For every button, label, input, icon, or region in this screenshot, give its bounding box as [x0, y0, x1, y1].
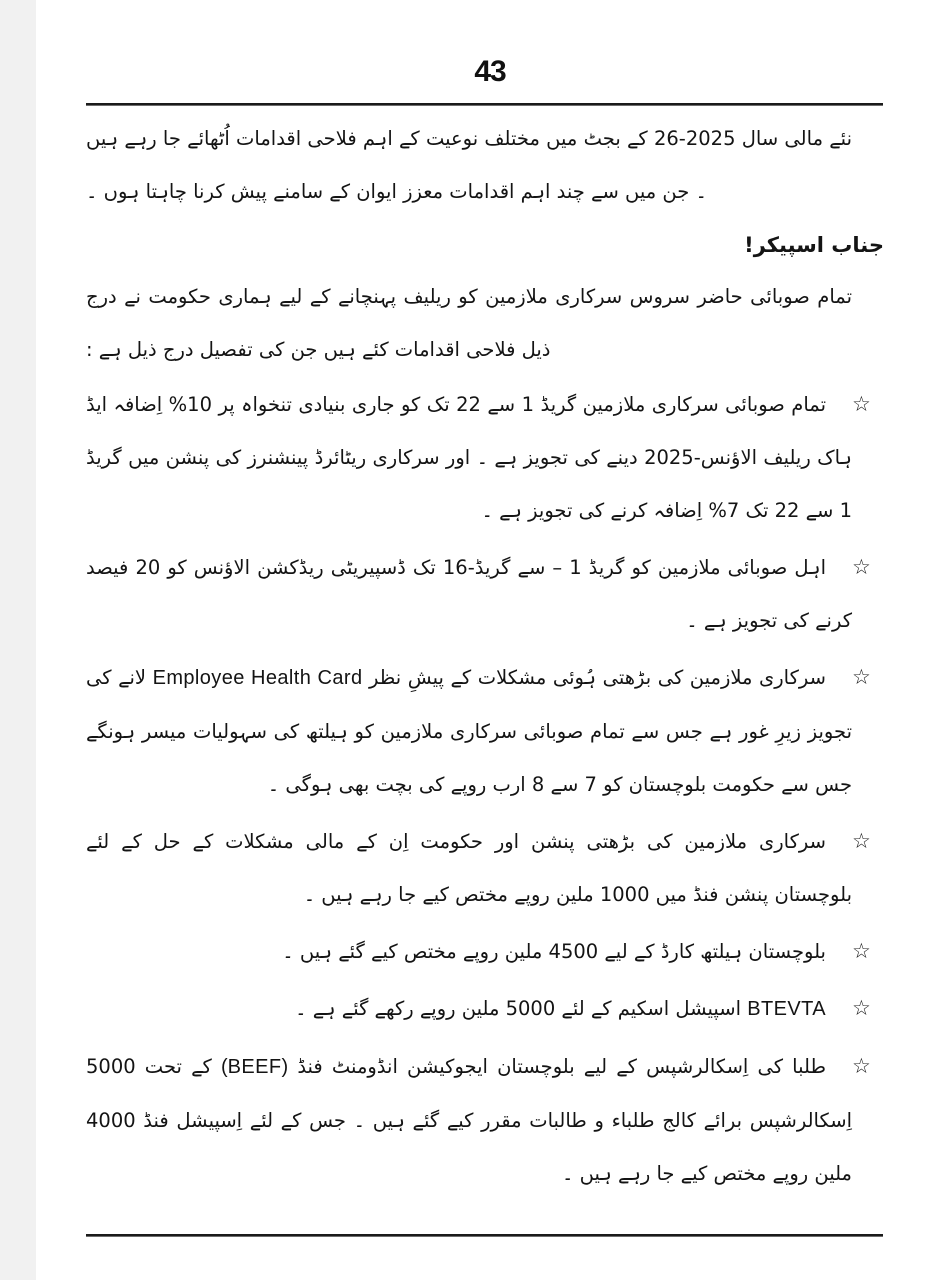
star-outline-icon: ☆	[852, 939, 871, 963]
intro-paragraph-2: تمام صوبائی حاضر سروس سرکاری ملازمین کو ریلیف پہنچانے کے لیے ہماری حکومت نے درج ذیل فلاحی اقدامات کئے ہیں جن کی تفصیل درج ذیل ہے :	[86, 285, 852, 361]
list-item-text-after: لانے کی تجویز زیرِ غور ہے جس سے تمام صوبائی سرکاری ملازمین کو ہیلتھ کی سہولیات میسر ہونگے جس سے حکومت بلوچستان کو 7 سے 8 ارب روپے کی بچت بھی ہوگی ۔	[86, 666, 852, 796]
star-outline-icon: ☆	[852, 665, 871, 689]
star-outline-icon: ☆	[852, 829, 871, 853]
list-item-text: سرکاری ملازمین کی بڑھتی پنشن اور حکومت اِن کے مالی مشکلات کے حل کے لئے بلوچستان پنشن فنڈ میں 1000 ملین روپے مختص کیے جا رہے ہیں ۔	[86, 830, 852, 906]
employee-health-card-term: Employee Health Card	[152, 667, 363, 689]
list-item-text	[86, 651, 852, 811]
page-body	[86, 112, 886, 1204]
list-item	[86, 378, 886, 537]
list-item	[86, 815, 886, 921]
star-outline-icon: ☆	[852, 1054, 871, 1078]
list-item-text: بلوچستان ہیلتھ کارڈ کے لیے 4500 ملین روپے مختص کیے گئے ہیں ۔	[282, 940, 826, 963]
list-item-text	[86, 982, 852, 1036]
intro-paragraph-1: نئے مالی سال 2025-26 کے بجٹ میں مختلف نوعیت کے اہم فلاحی اقدامات اُٹھائے جا رہے ہیں ۔ جن میں سے چند اہم اقدامات معزز ایوان کے سامنے پیش کرنا چاہتا ہوں ۔	[86, 127, 852, 203]
footer-divider-rule	[86, 1234, 883, 1237]
list-item-text-after: اسپیشل اسکیم کے لئے 5000 ملین روپے رکھے گئے ہے ۔	[295, 997, 742, 1020]
list-item-text-before: سرکاری ملازمین کی بڑھتی ہُوئی مشکلات کے پیشِ نظر	[369, 666, 826, 689]
page-number: 43	[474, 55, 506, 88]
list-item-text: اہل صوبائی ملازمین کو گریڈ 1 – سے گریڈ-16 تک ڈسپیریٹی ریڈکشن الاؤنس کو 20 فیصد کرنے کی تجویز ہے ۔	[86, 556, 852, 632]
list-item	[86, 982, 886, 1036]
list-item	[86, 541, 886, 647]
list-item-text-before: طلبا کی اِسکالرشپس کے لیے بلوچستان ایجوکیشن انڈومنٹ فنڈ	[297, 1055, 826, 1078]
list-item-text-after: کے تحت 5000 اِسکالرشپس برائے کالج طلباء و طالبات مقرر کیے گئے ہیں ۔ جس کے لئے اِسپیشل فنڈ 4000 ملین روپے مختص کیے جا رہے ہیں ۔	[86, 1055, 852, 1185]
speaker-salutation: جناب اسپیکر!	[744, 233, 884, 257]
list-item-text: تمام صوبائی سرکاری ملازمین گریڈ 1 سے 22 تک کو جاری بنیادی تنخواہ پر 10% اِضافہ ایڈ ہاک ریلیف الاؤنس-2025 دینے کی تجویز ہے ۔ اور سرکاری ریٹائرڈ پینشنرز کی پنشن میں گریڈ 1 سے 22 تک 7% اِضافہ کرنے کی تجویز ہے ۔	[86, 393, 852, 522]
list-item-text	[86, 1040, 852, 1200]
star-outline-icon: ☆	[852, 392, 871, 416]
list-item	[86, 925, 886, 978]
star-outline-icon: ☆	[852, 996, 871, 1020]
list-item	[86, 651, 886, 811]
header-divider-rule	[86, 103, 883, 106]
list-item	[86, 1040, 886, 1200]
btevta-term: BTEVTA	[747, 998, 826, 1020]
document-page	[36, 0, 944, 1280]
scan-edge-band	[0, 0, 36, 1280]
star-outline-icon: ☆	[852, 555, 871, 579]
beef-term: (BEEF)	[220, 1056, 289, 1078]
